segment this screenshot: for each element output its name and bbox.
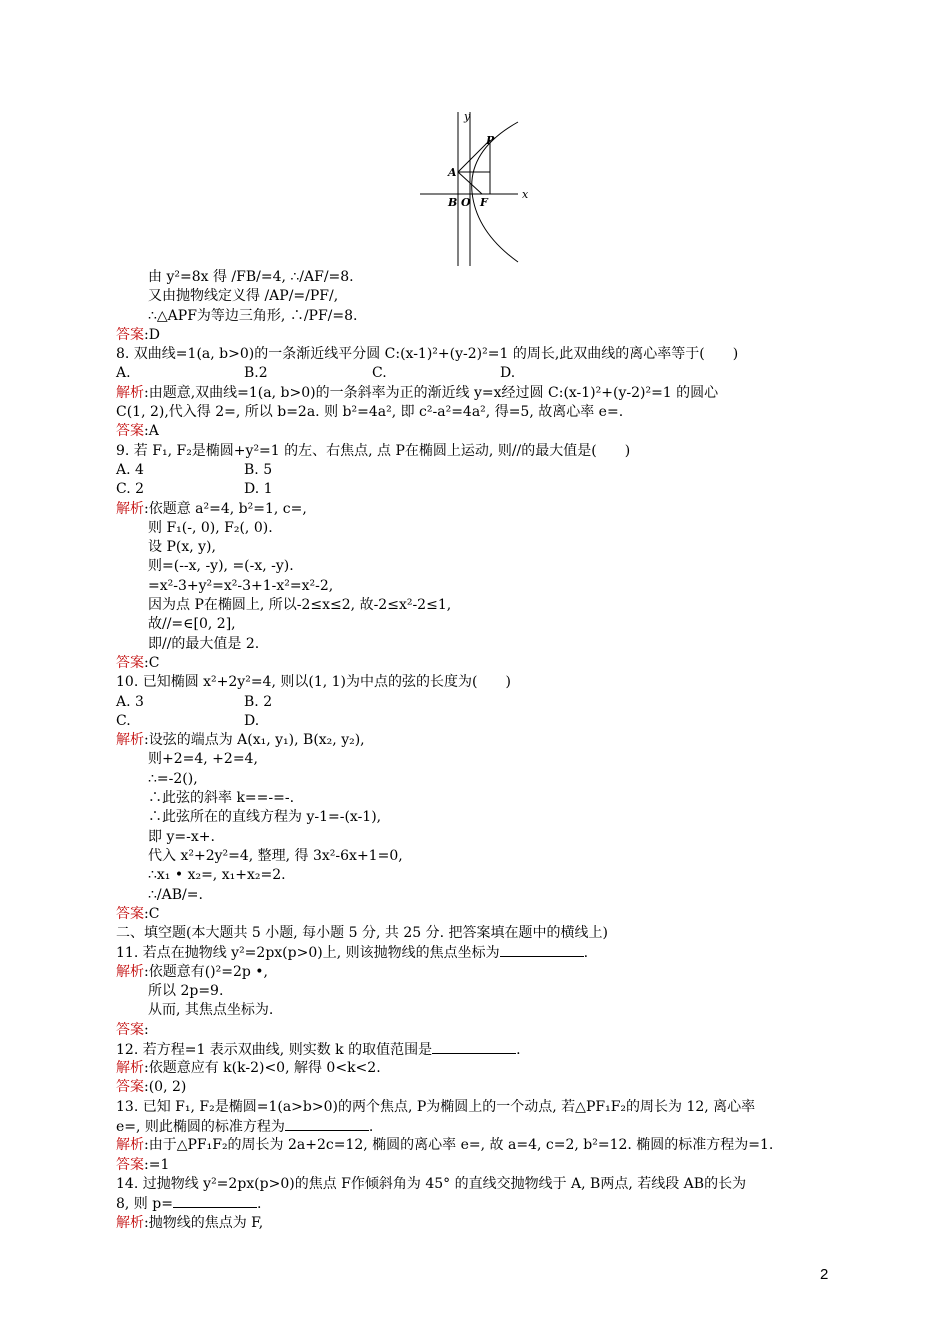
text-line xyxy=(116,538,836,557)
label-x: x xyxy=(522,188,529,201)
line-text: :依题意 a²=4, b²=1, c=, xyxy=(144,500,307,517)
text-line xyxy=(116,268,836,287)
answer-label: 答案 xyxy=(116,654,144,671)
text-line xyxy=(116,750,836,769)
line-text: :C xyxy=(144,905,160,922)
line-text: 由 y²=8x 得 /FB/=4, ∴/AF/=8. xyxy=(148,269,354,285)
choice-option: D. 1 xyxy=(244,481,273,498)
line-text: :设弦的端点为 A(x₁, y₁), B(x₂, y₂), xyxy=(144,732,365,749)
line-text: ∴x₁ • x₂=, x₁+x₂=2. xyxy=(148,867,286,884)
line-text: 13. 已知 F₁, F₂是椭圆=1(a>b>0)的两个焦点, P为椭圆上的一个动点, 若△PF₁F₂的周长为 12, 离心率 xyxy=(116,1098,756,1115)
choice-option: B. 2 xyxy=(244,693,273,710)
line-text: :由题意,双曲线=1(a, b>0)的一条斜率为正的渐近线 y=x经过圆 C:(x-1)²+(y-2)²=1 的圆心 xyxy=(144,384,719,401)
text-line xyxy=(116,461,836,480)
line-end: . xyxy=(256,1196,262,1213)
text-line xyxy=(116,654,836,673)
line-text: :=1 xyxy=(144,1156,170,1173)
choice-option: C. xyxy=(372,365,387,382)
line-text: 10. 已知椭圆 x²+2y²=4, 则以(1, 1)为中点的弦的长度为( ) xyxy=(116,674,511,691)
choice-option: B. 5 xyxy=(244,461,273,478)
answer-blank xyxy=(285,1117,369,1131)
answer-label: 答案 xyxy=(116,1021,144,1038)
choice-option: D. xyxy=(244,712,260,729)
text-line xyxy=(116,808,836,827)
line-text: C(1, 2),代入得 2=, 所以 b=2a. 则 b²=4a², 即 c²-a²=4a², 得=5, 故离心率 e=. xyxy=(116,404,624,421)
text-line xyxy=(116,596,836,615)
answer-label: 答案 xyxy=(116,905,144,922)
text-line xyxy=(116,1078,836,1097)
text-line xyxy=(116,828,836,847)
answer-blank xyxy=(432,1040,516,1054)
text-line xyxy=(116,442,836,461)
line-text: :抛物线的焦点为 F, xyxy=(144,1214,264,1231)
text-line xyxy=(116,615,836,634)
text-line xyxy=(116,1194,836,1213)
text-line xyxy=(116,1001,836,1020)
line-text: ∴此弦的斜率 k==-=-. xyxy=(148,790,295,807)
line-text: :A xyxy=(144,423,159,440)
line-text: 8, 则 p= xyxy=(116,1196,173,1213)
text-line xyxy=(116,982,836,1001)
text-line xyxy=(116,287,836,306)
text-line xyxy=(116,384,836,403)
line-text: 8. 双曲线=1(a, b>0)的一条渐近线平分圆 C:(x-1)²+(y-2)²=1 的周长,此双曲线的离心率等于( ) xyxy=(116,346,739,363)
text-line xyxy=(116,712,836,731)
line-text: :(0, 2) xyxy=(144,1079,187,1096)
text-line xyxy=(116,943,836,962)
text-line xyxy=(116,1040,836,1059)
answer-blank xyxy=(500,943,584,957)
line-text: 所以 2p=9. xyxy=(148,982,224,999)
answer-label: 答案 xyxy=(116,326,144,343)
answer-label: 答案 xyxy=(116,423,144,440)
text-line xyxy=(116,770,836,789)
line-text: =x²-3+y²=x²-3+1-x²=x²-2, xyxy=(148,577,334,594)
answer-label: 解析 xyxy=(116,384,144,401)
text-line xyxy=(116,693,836,712)
text-line xyxy=(116,1136,836,1155)
line-text: 即 y=-x+. xyxy=(148,828,215,845)
text-line xyxy=(116,731,836,750)
answer-label: 答案 xyxy=(116,1079,144,1096)
line-text: 二、填空题(本大题共 5 小题, 每小题 5 分, 共 25 分. 把答案填在题中的横线上) xyxy=(116,925,608,942)
answer-blank xyxy=(173,1194,257,1208)
answer-label: 解析 xyxy=(116,500,144,517)
choice-option: C. 2 xyxy=(116,481,145,498)
answer-label: 解析 xyxy=(116,1214,144,1231)
text-line xyxy=(116,1156,836,1175)
line-text: 又由抛物线定义得 /AP/=/PF/, xyxy=(148,288,339,305)
line-text: 11. 若点在抛物线 y²=2px(p>0)上, 则该抛物线的焦点坐标为 xyxy=(116,945,500,962)
line-text: 即//的最大值是 2. xyxy=(148,635,260,652)
label-b: B xyxy=(448,196,458,209)
choice-option: A. xyxy=(116,365,131,382)
line-text: ∴△APF为等边三角形, ∴/PF/=8. xyxy=(148,307,358,324)
line-text: 从而, 其焦点坐标为. xyxy=(148,1002,274,1019)
text-line xyxy=(116,307,836,326)
answer-label: 解析 xyxy=(116,1060,144,1077)
text-line xyxy=(116,364,836,383)
label-f: F xyxy=(480,196,488,209)
label-a: A xyxy=(448,166,457,179)
label-o: O xyxy=(461,196,471,209)
line-text: ∴=-2(), xyxy=(148,770,198,787)
text-line xyxy=(116,1021,836,1040)
choice-option: A. 3 xyxy=(116,693,144,710)
choice-option: D. xyxy=(500,365,516,382)
choice-option: A. 4 xyxy=(116,461,144,478)
line-text: 则=(--x, -y), =(-x, -y). xyxy=(148,558,294,575)
line-text: 12. 若方程=1 表示双曲线, 则实数 k 的取值范围是 xyxy=(116,1041,433,1058)
line-text: e=, 则此椭圆的标准方程为 xyxy=(116,1119,285,1136)
label-y: y xyxy=(464,110,471,123)
text-line xyxy=(116,403,836,422)
line-text: 9. 若 F₁, F₂是椭圆+y²=1 的左、右焦点, 点 P在椭圆上运动, 则//的最大值是( ) xyxy=(116,442,631,459)
line-end: . xyxy=(368,1119,374,1136)
text-line xyxy=(116,500,836,519)
text-line xyxy=(116,557,836,576)
answer-label: 解析 xyxy=(116,1137,144,1154)
text-line xyxy=(116,422,836,441)
text-line xyxy=(116,326,836,345)
choice-option: C. xyxy=(116,712,131,729)
text-line xyxy=(116,635,836,654)
line-text: :D xyxy=(144,326,160,343)
parabola-figure xyxy=(418,110,536,268)
line-text: ∴/AB/=. xyxy=(148,886,203,903)
line-text: 因为点 P在椭圆上, 所以-2≤x≤2, 故-2≤x²-2≤1, xyxy=(148,597,452,614)
text-line xyxy=(116,1059,836,1078)
text-line xyxy=(116,866,836,885)
line-text: :依题意有()²=2p •, xyxy=(144,963,269,980)
text-line xyxy=(116,789,836,808)
line-end: . xyxy=(583,945,589,962)
line-end: . xyxy=(516,1041,521,1058)
page-number: 2 xyxy=(820,1266,829,1283)
text-line xyxy=(116,1214,836,1233)
document-body xyxy=(116,268,836,1233)
text-line xyxy=(116,577,836,596)
line-text: 14. 过抛物线 y²=2px(p>0)的焦点 F作倾斜角为 45° 的直线交抛物线于 A, B两点, 若线段 AB的长为 xyxy=(116,1175,747,1192)
text-line xyxy=(116,886,836,905)
text-line xyxy=(116,1098,836,1117)
line-text: ∴此弦所在的直线方程为 y-1=-(x-1), xyxy=(148,809,382,826)
answer-label: 解析 xyxy=(116,963,144,980)
line-text: :C xyxy=(144,654,160,671)
text-line xyxy=(116,345,836,364)
line-text: 则+2=4, +2=4, xyxy=(148,751,258,768)
text-line xyxy=(116,924,836,943)
choice-option: B.2 xyxy=(244,365,268,382)
line-text: :由于△PF₁F₂的周长为 2a+2c=12, 椭圆的离心率 e=, 故 a=4, c=2, b²=12. 椭圆的标准方程为=1. xyxy=(144,1137,774,1154)
line-text: : xyxy=(144,1021,149,1038)
line-text: 设 P(x, y), xyxy=(148,539,216,556)
text-line xyxy=(116,847,836,866)
text-line xyxy=(116,1117,836,1136)
line-text: 代入 x²+2y²=4, 整理, 得 3x²-6x+1=0, xyxy=(148,847,403,864)
text-line xyxy=(116,963,836,982)
text-line xyxy=(116,1175,836,1194)
answer-label: 解析 xyxy=(116,732,144,749)
text-line xyxy=(116,905,836,924)
text-line xyxy=(116,519,836,538)
label-p: P xyxy=(486,134,495,147)
line-text: :依题意应有 k(k-2)<0, 解得 0<k<2. xyxy=(144,1060,381,1077)
answer-label: 答案 xyxy=(116,1156,144,1173)
line-text: 故//=∈[0, 2], xyxy=(148,616,236,633)
text-line xyxy=(116,480,836,499)
text-line xyxy=(116,673,836,692)
line-text: 则 F₁(-, 0), F₂(, 0). xyxy=(148,519,273,536)
